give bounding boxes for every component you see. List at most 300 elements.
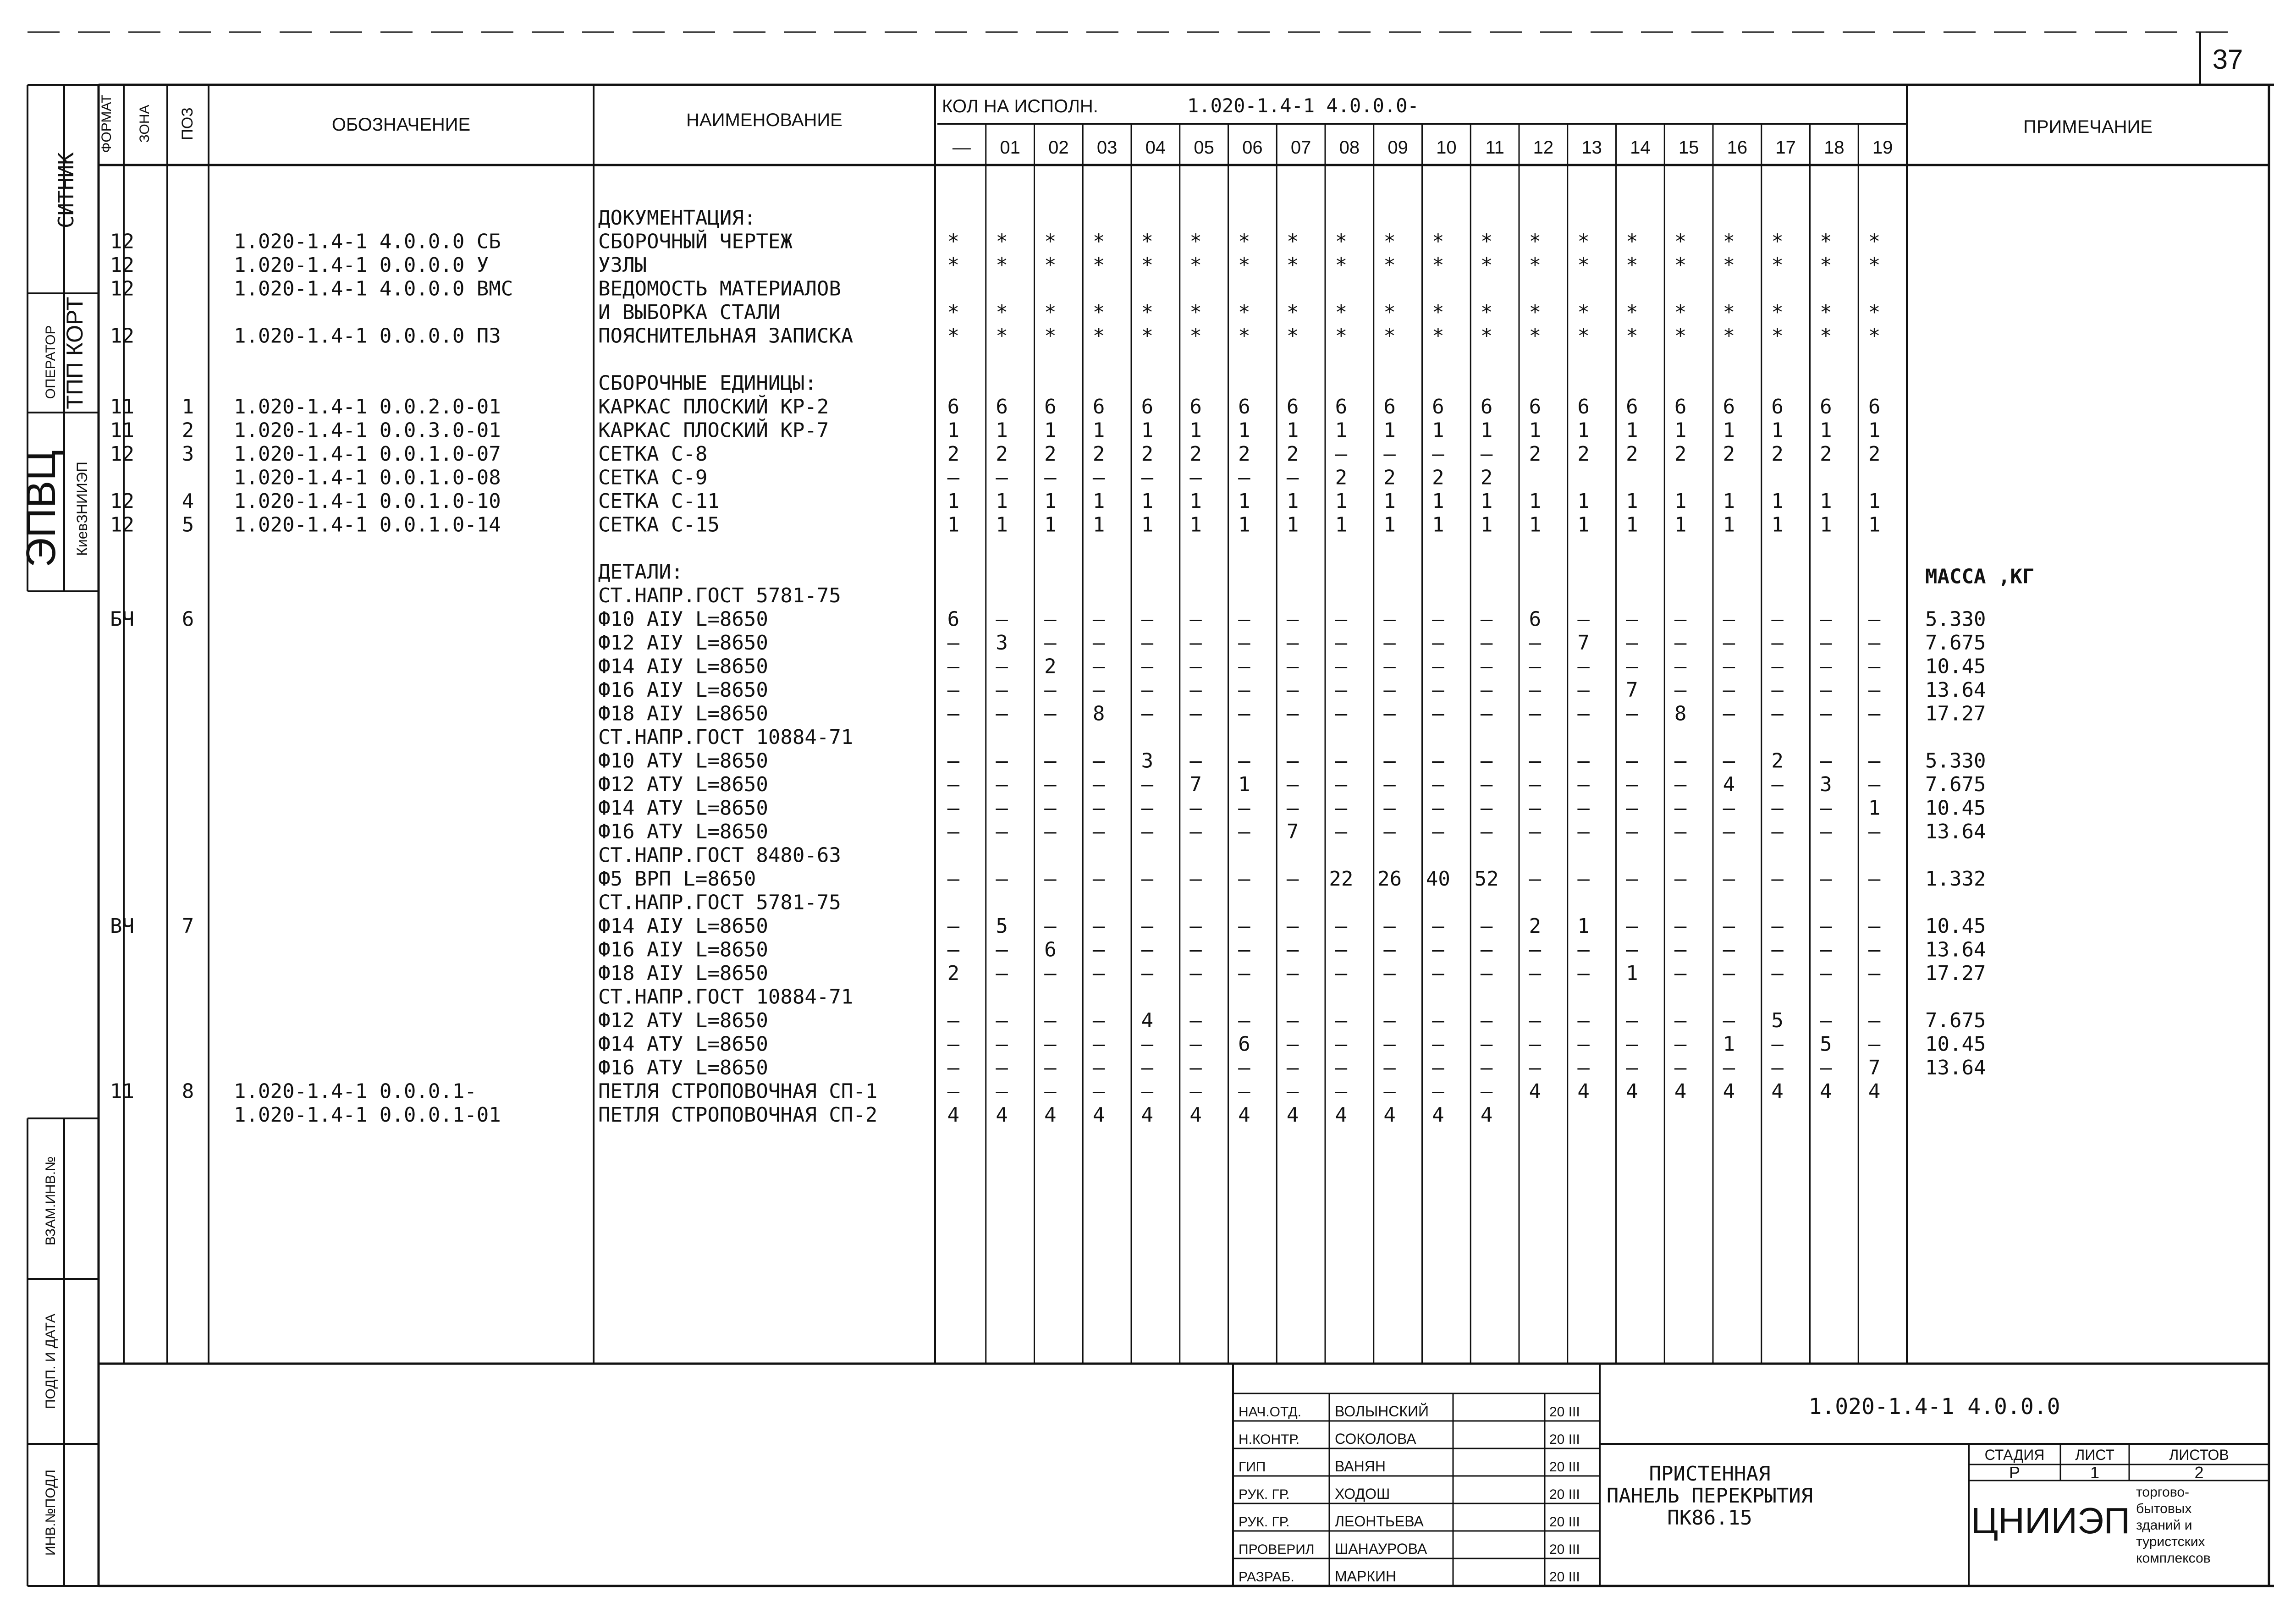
row-qty: * <box>1820 301 1832 324</box>
row-qty: * <box>1577 324 1590 348</box>
row-name: СБОРОЧНЫЕ ЕДИНИЦЫ: <box>598 371 817 395</box>
row-qty: – <box>1189 796 1202 820</box>
row-qty: 52 <box>1474 867 1499 891</box>
row-qty: – <box>1335 749 1348 773</box>
row-format: ВЧ <box>110 914 134 938</box>
row-qty: * <box>1577 253 1590 277</box>
row-qty: – <box>1238 749 1250 773</box>
row-qty: – <box>996 867 1008 891</box>
row-qty: * <box>1383 253 1396 277</box>
row-mass: 13.64 <box>1925 938 1986 962</box>
row-qty: – <box>1480 442 1493 466</box>
row-qty: – <box>1189 867 1202 891</box>
row-pos: 3 <box>182 442 194 466</box>
row-qty: – <box>1771 1056 1784 1079</box>
row-qty: – <box>1529 867 1542 891</box>
row-qty: – <box>1286 914 1299 938</box>
row-qty: * <box>1626 230 1638 253</box>
row-qty: – <box>1189 1009 1202 1032</box>
row-qty: – <box>1577 773 1590 796</box>
row-mass: 10.45 <box>1925 655 1986 678</box>
row-qty: * <box>1189 301 1202 324</box>
row-qty: – <box>1092 631 1105 655</box>
row-designation: 1.020-1.4-1 4.0.0.0 СБ <box>234 230 501 253</box>
row-qty: 3 <box>1141 749 1154 773</box>
row-qty: – <box>1820 938 1832 962</box>
row-qty: * <box>1092 253 1105 277</box>
row-qty: 1 <box>1480 418 1493 442</box>
row-qty: – <box>1383 773 1396 796</box>
row-qty: – <box>1626 796 1638 820</box>
row-qty: * <box>947 301 960 324</box>
row-qty: – <box>1189 1079 1202 1103</box>
row-qty: – <box>1674 914 1687 938</box>
row-qty: – <box>1626 820 1638 843</box>
row-qty: – <box>1141 702 1154 726</box>
row-qty: – <box>1092 938 1105 962</box>
row-qty: 6 <box>1383 395 1396 418</box>
row-qty: – <box>1432 631 1444 655</box>
row-qty: * <box>1771 301 1784 324</box>
row-qty: 1 <box>1771 418 1784 442</box>
row-qty: – <box>1820 867 1832 891</box>
row-qty: – <box>1044 1079 1057 1103</box>
title-line: ПАНЕЛЬ ПЕРЕКРЫТИЯ <box>1606 1484 1813 1508</box>
row-qty: – <box>1189 938 1202 962</box>
row-qty: * <box>1189 324 1202 348</box>
row-qty: 1 <box>1092 513 1105 537</box>
row-format: 11 <box>110 418 134 442</box>
row-qty: – <box>1577 702 1590 726</box>
row-qty: 4 <box>1480 1103 1493 1127</box>
row-qty: – <box>1238 796 1250 820</box>
row-qty: 6 <box>1238 1032 1250 1056</box>
row-qty: 6 <box>1141 395 1154 418</box>
row-qty: * <box>1092 324 1105 348</box>
row-name: СЕТКА С-15 <box>598 513 720 537</box>
row-qty: – <box>1238 655 1250 678</box>
row-qty: – <box>1771 655 1784 678</box>
row-qty: * <box>1480 324 1493 348</box>
row-format: 11 <box>110 1079 134 1103</box>
row-qty: * <box>1868 253 1881 277</box>
variant-header: 18 <box>1824 138 1845 158</box>
row-qty: * <box>1238 253 1250 277</box>
row-qty: – <box>996 938 1008 962</box>
row-qty: 1 <box>1626 418 1638 442</box>
row-qty: – <box>1868 773 1881 796</box>
row-qty: – <box>1141 1079 1154 1103</box>
staff-role: НАЧ.ОТД. <box>1239 1404 1301 1420</box>
row-qty: – <box>1141 678 1154 702</box>
row-qty: 1 <box>1868 418 1881 442</box>
row-qty: – <box>1092 1009 1105 1032</box>
row-qty: * <box>1820 324 1832 348</box>
row-designation: 1.020-1.4-1 0.0.1.0-14 <box>234 513 501 537</box>
header-pos: ПОЗ <box>179 107 196 140</box>
row-qty: * <box>1335 230 1348 253</box>
row-qty: – <box>1723 655 1735 678</box>
row-qty: 2 <box>1092 442 1105 466</box>
row-qty: * <box>1092 230 1105 253</box>
row-qty: 1 <box>1044 513 1057 537</box>
sheet-number: 37 <box>2212 44 2243 75</box>
row-qty: – <box>1044 702 1057 726</box>
row-qty: – <box>1868 1009 1881 1032</box>
row-qty: – <box>1335 1032 1348 1056</box>
row-name: Ф14 АТУ L=8650 <box>598 1032 768 1056</box>
row-qty: * <box>1820 230 1832 253</box>
row-name: ПЕТЛЯ СТРОПОВОЧНАЯ СП-1 <box>598 1079 878 1103</box>
row-qty: – <box>1432 820 1444 843</box>
variant-header: — <box>952 138 971 158</box>
row-qty: – <box>947 796 960 820</box>
row-qty: * <box>1286 230 1299 253</box>
row-qty: – <box>1432 749 1444 773</box>
variant-header: 09 <box>1388 138 1408 158</box>
row-qty: 4 <box>1092 1103 1105 1127</box>
row-qty: – <box>1820 678 1832 702</box>
row-qty: – <box>1529 702 1542 726</box>
row-qty: 4 <box>1771 1079 1784 1103</box>
row-qty: * <box>1432 253 1444 277</box>
row-qty: 4 <box>1044 1103 1057 1127</box>
row-qty: – <box>1480 773 1493 796</box>
row-qty: – <box>1335 914 1348 938</box>
variant-header: 08 <box>1339 138 1360 158</box>
row-qty: – <box>1286 1009 1299 1032</box>
row-qty: – <box>1868 655 1881 678</box>
row-qty: 1 <box>1432 513 1444 537</box>
row-qty: – <box>1335 796 1348 820</box>
header-zone: ЗОНА <box>137 105 152 143</box>
row-qty: – <box>1286 631 1299 655</box>
row-qty: 7 <box>1868 1056 1881 1079</box>
staff-name: ХОДОШ <box>1335 1486 1390 1502</box>
org-sub: бытовых <box>2136 1501 2192 1516</box>
row-name: Ф14 АIУ L=8650 <box>598 655 768 678</box>
row-qty: * <box>1335 301 1348 324</box>
row-qty: – <box>947 820 960 843</box>
title-line: ПК86.15 <box>1667 1506 1752 1530</box>
row-qty: – <box>1480 938 1493 962</box>
row-qty: 1 <box>1383 490 1396 513</box>
row-qty: – <box>1577 962 1590 985</box>
row-qty: – <box>1044 1056 1057 1079</box>
staff-role: РУК. ГР. <box>1239 1487 1290 1502</box>
row-qty: – <box>1771 820 1784 843</box>
stage-value: Р <box>2009 1463 2021 1482</box>
row-qty: – <box>1626 938 1638 962</box>
org-sub: туристских <box>2136 1534 2205 1549</box>
row-qty: – <box>1044 867 1057 891</box>
row-qty: 4 <box>1723 1079 1735 1103</box>
row-qty: – <box>1723 796 1735 820</box>
row-qty: 2 <box>996 442 1008 466</box>
row-name: Ф12 АТУ L=8650 <box>598 1009 768 1032</box>
row-qty: 40 <box>1426 867 1450 891</box>
row-qty: – <box>1044 1009 1057 1032</box>
row-qty: – <box>1141 867 1154 891</box>
row-qty: * <box>1723 301 1735 324</box>
row-qty: – <box>1432 702 1444 726</box>
row-qty: 1 <box>1577 914 1590 938</box>
row-qty: – <box>1189 466 1202 490</box>
row-qty: – <box>1286 773 1299 796</box>
row-qty: – <box>1383 702 1396 726</box>
row-qty: * <box>1335 324 1348 348</box>
row-qty: 2 <box>1335 466 1348 490</box>
row-qty: 1 <box>1238 490 1250 513</box>
header-designation: ОБОЗНАЧЕНИЕ <box>331 115 471 135</box>
row-qty: – <box>1820 1009 1832 1032</box>
row-qty: * <box>1674 301 1687 324</box>
row-name: УЗЛЫ <box>598 253 647 277</box>
org-sub: торгово- <box>2136 1485 2190 1500</box>
row-qty: – <box>1626 1009 1638 1032</box>
row-qty: * <box>1480 253 1493 277</box>
row-name: СЕТКА С-11 <box>598 490 720 513</box>
row-qty: – <box>1189 631 1202 655</box>
row-qty: 4 <box>1141 1103 1154 1127</box>
row-qty: – <box>1286 655 1299 678</box>
row-qty: 1 <box>1820 513 1832 537</box>
row-qty: – <box>1383 655 1396 678</box>
row-qty: – <box>1238 962 1250 985</box>
staff-role: ПРОВЕРИЛ <box>1239 1542 1315 1557</box>
row-qty: 22 <box>1329 867 1354 891</box>
row-qty: * <box>1286 324 1299 348</box>
row-qty: – <box>1723 820 1735 843</box>
row-name: ПОЯСНИТЕЛЬНАЯ ЗАПИСКА <box>598 324 853 348</box>
row-qty: – <box>1674 1056 1687 1079</box>
row-qty: 1 <box>1383 513 1396 537</box>
row-qty: – <box>1820 749 1832 773</box>
row-qty: 6 <box>1238 395 1250 418</box>
row-qty: 6 <box>1820 395 1832 418</box>
row-qty: 1 <box>1577 490 1590 513</box>
row-qty: – <box>996 1056 1008 1079</box>
row-qty: – <box>1771 1032 1784 1056</box>
row-qty: 6 <box>1723 395 1735 418</box>
stage-label: СТАДИЯ <box>1984 1447 2045 1463</box>
row-qty: 4 <box>1529 1079 1542 1103</box>
row-pos: 8 <box>182 1079 194 1103</box>
row-qty: – <box>1335 631 1348 655</box>
row-qty: 1 <box>1723 513 1735 537</box>
row-qty: – <box>1141 914 1154 938</box>
row-qty: * <box>1044 230 1057 253</box>
row-qty: – <box>1383 796 1396 820</box>
row-qty: 4 <box>1820 1079 1832 1103</box>
row-qty: – <box>1092 607 1105 631</box>
row-qty: 1 <box>1529 418 1542 442</box>
row-qty: – <box>996 678 1008 702</box>
row-mass: 13.64 <box>1925 678 1986 702</box>
row-qty: 2 <box>1238 442 1250 466</box>
row-qty: – <box>1335 1056 1348 1079</box>
row-mass: 7.675 <box>1925 773 1986 796</box>
row-qty: – <box>1044 962 1057 985</box>
row-qty: – <box>1286 678 1299 702</box>
row-qty: * <box>1674 253 1687 277</box>
row-qty: – <box>1577 867 1590 891</box>
row-qty: – <box>1141 631 1154 655</box>
row-qty: – <box>1432 914 1444 938</box>
row-qty: 2 <box>947 442 960 466</box>
row-qty: 6 <box>1189 395 1202 418</box>
row-qty: 7 <box>1189 773 1202 796</box>
row-qty: * <box>1868 324 1881 348</box>
row-qty: * <box>1480 230 1493 253</box>
row-qty: * <box>996 324 1008 348</box>
row-qty: – <box>1335 702 1348 726</box>
row-qty: – <box>1189 702 1202 726</box>
variant-header: 14 <box>1630 138 1651 158</box>
row-qty: – <box>1577 938 1590 962</box>
row-qty: – <box>1092 655 1105 678</box>
row-name: СТ.НАПР.ГОСТ 10884-71 <box>598 985 853 1009</box>
row-qty: – <box>996 796 1008 820</box>
row-qty: * <box>996 301 1008 324</box>
person-label: СИТНИК <box>54 152 78 229</box>
row-qty: * <box>1529 230 1542 253</box>
row-qty: * <box>947 230 960 253</box>
row-qty: – <box>1189 678 1202 702</box>
variant-header: 19 <box>1872 138 1893 158</box>
row-qty: – <box>1723 607 1735 631</box>
row-qty: – <box>1771 631 1784 655</box>
row-qty: – <box>1480 749 1493 773</box>
row-name: И ВЫБОРКА СТАЛИ <box>598 301 781 324</box>
row-qty: – <box>1577 1009 1590 1032</box>
row-qty: * <box>947 253 960 277</box>
row-qty: – <box>1141 607 1154 631</box>
row-qty: * <box>1529 324 1542 348</box>
row-qty: – <box>1723 1009 1735 1032</box>
row-qty: – <box>1141 962 1154 985</box>
row-qty: – <box>1432 796 1444 820</box>
staff-role: РАЗРАБ. <box>1239 1569 1294 1585</box>
row-name: СБОРОЧНЫЙ ЧЕРТЕЖ <box>598 230 793 253</box>
row-qty: – <box>1723 702 1735 726</box>
row-qty: 2 <box>947 962 960 985</box>
row-qty: 2 <box>1529 442 1542 466</box>
row-qty: – <box>1674 1032 1687 1056</box>
row-qty: – <box>1044 820 1057 843</box>
row-qty: – <box>1189 1056 1202 1079</box>
row-qty: * <box>1432 301 1444 324</box>
row-mass: 5.330 <box>1925 607 1986 631</box>
variant-header: 10 <box>1436 138 1457 158</box>
row-qty: – <box>1189 607 1202 631</box>
row-qty: – <box>1189 749 1202 773</box>
row-qty: – <box>1141 938 1154 962</box>
row-qty: 1 <box>947 490 960 513</box>
row-qty: – <box>996 1079 1008 1103</box>
row-qty: – <box>1286 466 1299 490</box>
row-qty: – <box>1432 607 1444 631</box>
row-name: Ф5 ВРП L=8650 <box>598 867 756 891</box>
row-qty: – <box>1723 962 1735 985</box>
row-qty: – <box>1238 914 1250 938</box>
row-qty: – <box>1771 938 1784 962</box>
row-qty: 4 <box>1674 1079 1687 1103</box>
staff-date: 20 III <box>1549 1542 1580 1557</box>
row-qty: – <box>996 1032 1008 1056</box>
row-qty: – <box>1771 962 1784 985</box>
row-qty: * <box>1141 324 1154 348</box>
row-qty: – <box>1577 820 1590 843</box>
staff-name: ЛЕОНТЬЕВА <box>1335 1513 1424 1530</box>
row-designation: 1.020-1.4-1 0.0.0.0 ПЗ <box>234 324 501 348</box>
staff-name: МАРКИН <box>1335 1568 1397 1585</box>
variant-header: 07 <box>1290 138 1311 158</box>
staff-date: 20 III <box>1549 1487 1580 1502</box>
row-qty: 1 <box>1141 513 1154 537</box>
row-qty: – <box>1189 962 1202 985</box>
row-qty: 1 <box>1723 490 1735 513</box>
row-qty: – <box>1286 607 1299 631</box>
row-qty: 1 <box>1335 490 1348 513</box>
row-name: СТ.НАПР.ГОСТ 5781-75 <box>598 584 841 607</box>
row-qty: 1 <box>947 513 960 537</box>
row-designation: 1.020-1.4-1 0.0.0.1- <box>234 1079 477 1103</box>
variant-header: 13 <box>1581 138 1602 158</box>
row-qty: – <box>1432 773 1444 796</box>
row-name: Ф14 АТУ L=8650 <box>598 796 768 820</box>
row-qty: 2 <box>1723 442 1735 466</box>
row-qty: 2 <box>1771 749 1784 773</box>
row-qty: 1 <box>1044 490 1057 513</box>
row-qty: * <box>1189 253 1202 277</box>
row-qty: 1 <box>1189 513 1202 537</box>
row-qty: – <box>1383 1009 1396 1032</box>
row-qty: * <box>1383 230 1396 253</box>
row-mass: 10.45 <box>1925 796 1986 820</box>
row-qty: * <box>1141 253 1154 277</box>
row-qty: – <box>1529 962 1542 985</box>
row-qty: – <box>1529 773 1542 796</box>
dept-label: ТПП КОРТ <box>62 297 88 409</box>
row-qty: – <box>947 1032 960 1056</box>
row-qty: * <box>1626 301 1638 324</box>
row-qty: 1 <box>1238 418 1250 442</box>
row-qty: – <box>1480 1009 1493 1032</box>
title-doc-code: 1.020-1.4-1 4.0.0.0 <box>1808 1394 2060 1420</box>
row-format: 12 <box>110 253 134 277</box>
sheet-value: 1 <box>2090 1463 2100 1482</box>
row-qty: – <box>1820 914 1832 938</box>
row-qty: – <box>1044 678 1057 702</box>
row-qty: 4 <box>1335 1103 1348 1127</box>
row-qty: 1 <box>1383 418 1396 442</box>
row-mass: 17.27 <box>1925 962 1986 985</box>
row-qty: – <box>947 1056 960 1079</box>
row-qty: – <box>1092 1056 1105 1079</box>
variant-header: 15 <box>1678 138 1699 158</box>
row-qty: – <box>1238 1009 1250 1032</box>
row-qty: 1 <box>1674 513 1687 537</box>
row-qty: – <box>1771 914 1784 938</box>
row-qty: – <box>1286 796 1299 820</box>
row-designation: 1.020-1.4-1 4.0.0.0 ВМС <box>234 277 513 301</box>
staff-name: ВАНЯН <box>1335 1458 1386 1475</box>
row-mass: 5.330 <box>1925 749 1986 773</box>
row-qty: – <box>1335 938 1348 962</box>
row-qty: – <box>1432 678 1444 702</box>
row-designation: 1.020-1.4-1 0.0.1.0-08 <box>234 466 501 490</box>
